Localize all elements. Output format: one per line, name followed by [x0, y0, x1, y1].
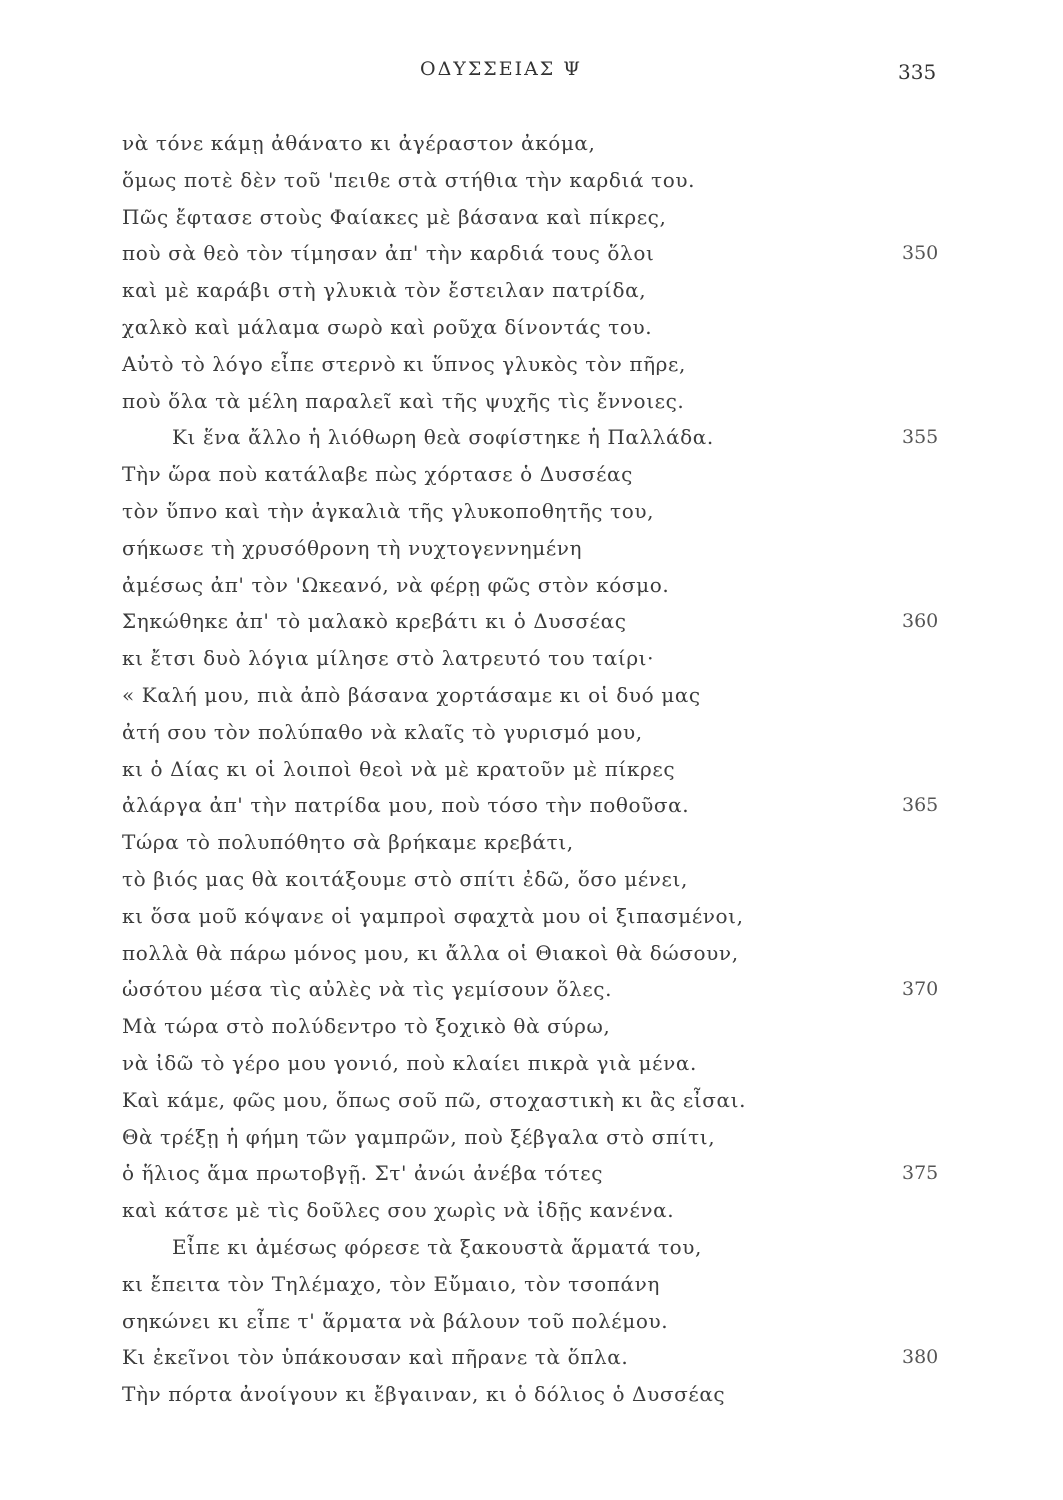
- verse-text: καὶ κάτσε μὲ τὶς δοῦλες σου χωρὶς νὰ ἰδῇς κανένα.: [122, 1198, 675, 1223]
- verse-text: ἀτή σου τὸν πολύπαθο νὰ κλαῖς τὸ γυρισμό μου,: [122, 719, 643, 744]
- verse-line: [0, 1342, 1063, 1379]
- verse-text: κι ὅσα μοῦ κόψανε οἱ γαμπροὶ σφαχτὰ μου οἱ ξιπασμένοι,: [122, 903, 744, 928]
- verse-line: [0, 570, 1063, 607]
- verse-text: πολλὰ θὰ πάρω μόνος μου, κι ἄλλα οἱ Θιακοὶ θὰ δώσουν,: [122, 940, 739, 965]
- verse-line: [0, 754, 1063, 791]
- verse-text: ὡσότου μέσα τὶς αὐλὲς νὰ τὶς γεμίσουν ὅλες.: [122, 977, 613, 1002]
- verse-text: Τώρα τὸ πολυπόθητο σὰ βρήκαμε κρεβάτι,: [122, 830, 574, 855]
- verse-line: [0, 312, 1063, 349]
- line-number: 380: [902, 1346, 939, 1369]
- verse-text: κι ὁ Δίας κι οἱ λοιποὶ θεοὶ νὰ μὲ κρατοῦν μὲ πίκρες: [122, 756, 676, 781]
- line-number: 360: [902, 610, 939, 633]
- verse-text: τὸν ὕπνο καὶ τὴν ἀγκαλιὰ τῆς γλυκοποθητῆς του,: [122, 498, 655, 523]
- verse-text: Καὶ κάμε, φῶς μου, ὅπως σοῦ πῶ, στοχαστικὴ κι ἂς εἶσαι.: [122, 1087, 747, 1112]
- page-number: 335: [898, 60, 937, 84]
- verse-line: [0, 422, 1063, 459]
- running-title: ΟΔΥΣΣΕΙΑΣ Ψ: [420, 58, 582, 80]
- verse-text: ὁ ἥλιος ἅμα πρωτοβγῇ. Στ' ἀνώι ἀνέβα τότες: [122, 1161, 604, 1186]
- verse-text: Σηκώθηκε ἀπ' τὸ μαλακὸ κρεβάτι κι ὁ Δυσσέας: [122, 609, 627, 634]
- line-number: 365: [902, 794, 939, 817]
- verse-line: [0, 1306, 1063, 1343]
- verse-text: νὰ τόνε κάμῃ ἀθάνατο κι ἀγέραστον ἀκόμα,: [122, 131, 596, 155]
- verse-text: ἀλάργα ἀπ' τὴν πατρίδα μου, ποὺ τόσο τὴν ποθοῦσα.: [122, 793, 690, 818]
- verse-line: [0, 1379, 1063, 1416]
- verse-text: ὅμως ποτὲ δὲν τοῦ 'πειθε στὰ στήθια τὴν καρδιά του.: [122, 167, 696, 192]
- verse-text: ἀμέσως ἀπ' τὸν 'Ωκεανό, νὰ φέρῃ φῶς στὸν κόσμο.: [122, 572, 670, 597]
- verse-text: νὰ ἰδῶ τὸ γέρο μου γονιό, ποὺ κλαίει πικρὰ γιὰ μένα.: [122, 1050, 697, 1075]
- verse-line: [0, 496, 1063, 533]
- verse-text: σήκωσε τὴ χρυσόθρονη τὴ νυχτογεννημένη: [122, 535, 583, 560]
- verse-block: [0, 128, 1063, 1416]
- verse-line: [0, 459, 1063, 496]
- verse-line: [0, 349, 1063, 386]
- verse-text: σηκώνει κι εἶπε τ' ἅρματα νὰ βάλουν τοῦ πολέμου.: [122, 1308, 669, 1333]
- line-number: 355: [902, 426, 939, 449]
- line-number: 350: [902, 242, 939, 265]
- verse-text: χαλκὸ καὶ μάλαμα σωρὸ καὶ ροῦχα δίνοντάς του.: [122, 314, 653, 339]
- verse-text: κι ἔτσι δυὸ λόγια μίλησε στὸ λατρευτό του ταίρι·: [122, 646, 655, 671]
- verse-line: [0, 901, 1063, 938]
- verse-text: Τὴν πόρτα ἀνοίγουν κι ἔβγαιναν, κι ὁ δόλιος ὁ Δυσσέας: [122, 1382, 726, 1407]
- verse-line: [0, 128, 1063, 165]
- verse-text: τὸ βιός μας θὰ κοιτάξουμε στὸ σπίτι ἐδῶ, ὅσο μένει,: [122, 866, 688, 891]
- verse-text: Κι ἐκεῖνοι τὸν ὑπάκουσαν καὶ πῆρανε τὰ ὅπλα.: [122, 1345, 629, 1370]
- verse-line: [0, 202, 1063, 239]
- verse-line: [0, 790, 1063, 827]
- verse-line: [0, 643, 1063, 680]
- verse-line: [0, 533, 1063, 570]
- verse-text: Θὰ τρέξῃ ἡ φήμη τῶν γαμπρῶν, ποὺ ξέβγαλα στὸ σπίτι,: [122, 1124, 716, 1149]
- verse-line: [0, 864, 1063, 901]
- verse-line: [0, 275, 1063, 312]
- verse-text: κι ἔπειτα τὸν Τηλέμαχο, τὸν Εὔμαιο, τὸν τσοπάνη: [122, 1271, 660, 1296]
- verse-text: Μὰ τώρα στὸ πολύδεντρο τὸ ξοχικὸ θὰ σύρω,: [122, 1014, 611, 1039]
- verse-line: [0, 827, 1063, 864]
- verse-line: [0, 1232, 1063, 1269]
- verse-line: [0, 606, 1063, 643]
- verse-text: Πῶς ἔφτασε στοὺς Φαίακες μὲ βάσανα καὶ πίκρες,: [122, 204, 667, 229]
- verse-text: καὶ μὲ καράβι στὴ γλυκιὰ τὸν ἔστειλαν πατρίδα,: [122, 278, 647, 303]
- line-number: 370: [902, 978, 939, 1001]
- verse-text: « Καλή μου, πιὰ ἀπὸ βάσανα χορτάσαμε κι οἱ δυό μας: [122, 682, 701, 707]
- verse-line: [0, 974, 1063, 1011]
- line-number: 375: [902, 1162, 939, 1185]
- verse-line: [0, 1195, 1063, 1232]
- verse-text: Αὐτὸ τὸ λόγο εἶπε στερνὸ κι ὕπνος γλυκὸς τὸν πῆρε,: [122, 351, 686, 376]
- verse-line: [0, 1158, 1063, 1195]
- verse-text: ποὺ σὰ θεὸ τὸν τίμησαν ἀπ' τὴν καρδιά τους ὅλοι: [122, 241, 655, 266]
- verse-line: [0, 1048, 1063, 1085]
- verse-line: [0, 680, 1063, 717]
- verse-line: [0, 386, 1063, 423]
- verse-line: [0, 238, 1063, 275]
- verse-line: [0, 1085, 1063, 1122]
- verse-line: [0, 1011, 1063, 1048]
- verse-text: Τὴν ὥρα ποὺ κατάλαβε πὼς χόρτασε ὁ Δυσσέας: [122, 462, 633, 487]
- verse-line: [0, 1269, 1063, 1306]
- verse-line: [0, 717, 1063, 754]
- running-head: [0, 58, 1063, 88]
- verse-text: ποὺ ὅλα τὰ μέλη παραλεῖ καὶ τῆς ψυχῆς τὶς ἔννοιες.: [122, 388, 685, 413]
- verse-text: Εἶπε κι ἀμέσως φόρεσε τὰ ξακουστὰ ἅρματά του,: [172, 1234, 702, 1259]
- verse-line: [0, 938, 1063, 975]
- verse-line: [0, 165, 1063, 202]
- verse-text: Κι ἕνα ἄλλο ἡ λιόθωρη θεὰ σοφίστηκε ἡ Παλλάδα.: [172, 425, 714, 450]
- verse-line: [0, 1122, 1063, 1159]
